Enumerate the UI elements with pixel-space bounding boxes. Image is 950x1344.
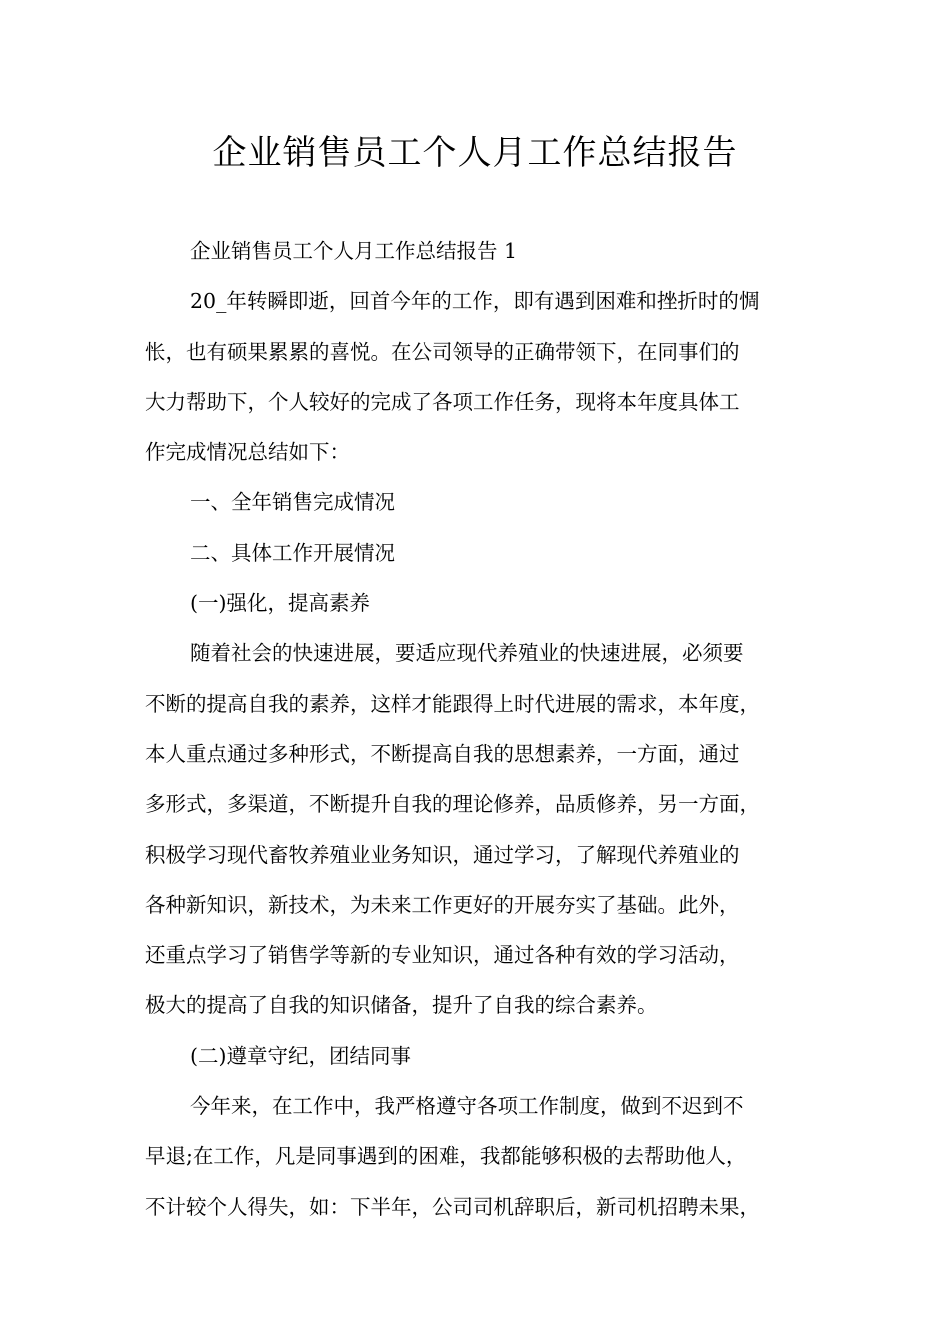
paragraph-line: (二)遵章守纪，团结同事 bbox=[190, 1043, 411, 1068]
paragraph-line: 作完成情况总结如下： bbox=[145, 440, 350, 465]
paragraph-line: 20_年转瞬即逝，回首今年的工作，即有遇到困难和挫折时的惆 bbox=[190, 289, 760, 314]
paragraph-line: 随着社会的快速进展，要适应现代养殖业的快速进展，必须要 bbox=[190, 641, 744, 666]
paragraph-line: 今年来，在工作中，我严格遵守各项工作制度，做到不迟到不 bbox=[190, 1094, 744, 1119]
paragraph-line: 各种新知识，新技术，为未来工作更好的开展夯实了基础。此外， bbox=[145, 892, 740, 917]
paragraph-line: 不计较个人得失，如：下半年，公司司机辞职后，新司机招聘未果， bbox=[145, 1194, 760, 1219]
paragraph-line: 还重点学习了销售学等新的专业知识，通过各种有效的学习活动， bbox=[145, 943, 740, 968]
paragraph-line: 早退;在工作，凡是同事遇到的困难，我都能够积极的去帮助他人， bbox=[145, 1144, 747, 1169]
paragraph-line: 极大的提高了自我的知识储备，提升了自我的综合素养。 bbox=[145, 993, 658, 1018]
paragraph-line: 本人重点通过多种形式，不断提高自我的思想素养，一方面，通过 bbox=[145, 741, 740, 766]
paragraph-line: 一、全年销售完成情况 bbox=[190, 490, 395, 515]
paragraph-line: 二、具体工作开展情况 bbox=[190, 540, 395, 565]
paragraph-line: 积极学习现代畜牧养殖业业务知识，通过学习，了解现代养殖业的 bbox=[145, 842, 740, 867]
paragraph-line: 大力帮助下，个人较好的完成了各项工作任务，现将本年度具体工 bbox=[145, 389, 740, 414]
paragraph-line: 怅，也有硕果累累的喜悦。在公司领导的正确带领下，在同事们的 bbox=[145, 339, 740, 364]
paragraph-line: 企业销售员工个人月工作总结报告 1 bbox=[190, 239, 518, 263]
paragraph-line: 不断的提高自我的素养，这样才能跟得上时代进展的需求，本年度， bbox=[145, 691, 760, 716]
paragraph-line: (一)强化，提高素养 bbox=[190, 591, 370, 616]
paragraph-line: 多形式，多渠道，不断提升自我的理论修养，品质修养，另一方面， bbox=[145, 792, 760, 817]
document-body bbox=[145, 226, 817, 1232]
document-title: 企业销售员工个人月工作总结报告 bbox=[212, 133, 738, 173]
